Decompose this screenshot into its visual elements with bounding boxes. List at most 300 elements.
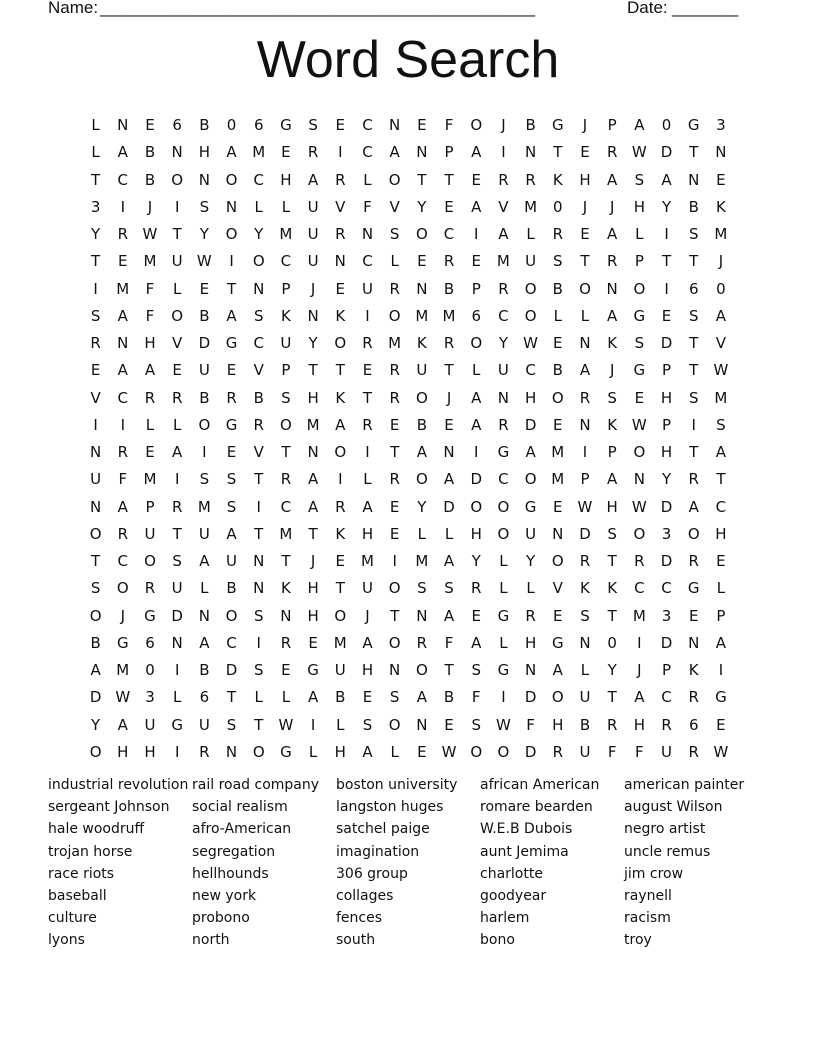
grid-letter: A: [471, 388, 482, 407]
grid-letter: M: [279, 524, 293, 543]
grid-letter: A: [117, 361, 128, 380]
word-list-item: industrial revolution: [48, 777, 189, 793]
grid-letter: T: [444, 361, 454, 380]
grid-letter: K: [335, 306, 346, 325]
grid-letter: M: [306, 415, 320, 434]
grid-letter: I: [338, 143, 343, 162]
word-list-item: collages: [336, 888, 394, 904]
grid-letter: 6: [688, 279, 699, 298]
word-list-item: afro-American: [192, 821, 292, 838]
grid-letter: A: [335, 415, 346, 434]
grid-letter: Y: [91, 715, 101, 734]
grid-letter: F: [363, 197, 372, 216]
grid-letter: G: [633, 306, 646, 325]
grid-letter: B: [525, 116, 536, 134]
grid-letter: C: [117, 170, 129, 189]
grid-letter: 3: [145, 688, 155, 707]
grid-letter: H: [524, 388, 537, 407]
grid-letter: H: [280, 170, 292, 189]
grid-letter: A: [443, 552, 455, 570]
grid-letter: O: [225, 225, 238, 243]
grid-letter: O: [171, 170, 184, 189]
grid-letter: S: [281, 388, 291, 407]
grid-letter: Y: [471, 552, 481, 570]
grid-letter: L: [499, 552, 508, 570]
grid-letter: O: [252, 252, 265, 271]
grid-letter: A: [226, 306, 237, 325]
grid-letter: R: [117, 225, 128, 243]
grid-letter: L: [417, 524, 427, 543]
grid-letter: M: [333, 633, 347, 652]
grid-letter: I: [310, 715, 316, 734]
grid-letter: D: [660, 497, 673, 516]
grid-letter: U: [226, 552, 238, 570]
grid-letter: O: [334, 334, 347, 352]
grid-letter: 3: [661, 606, 672, 625]
word-list-item: south: [336, 932, 376, 949]
grid-letter: A: [416, 688, 427, 707]
grid-letter: B: [253, 388, 264, 407]
grid-letter: N: [225, 197, 238, 216]
grid-letter: H: [361, 661, 374, 679]
grid-letter: A: [144, 361, 156, 380]
grid-letter: R: [335, 170, 346, 189]
grid-letter: J: [310, 552, 316, 570]
grid-letter: D: [524, 742, 537, 761]
word-list-item: aunt Jemima: [480, 843, 569, 860]
grid-letter: L: [526, 225, 535, 243]
grid-letter: R: [144, 388, 156, 407]
grid-letter: O: [470, 497, 483, 516]
grid-letter: R: [416, 633, 428, 652]
grid-letter: U: [416, 361, 428, 380]
grid-letter: J: [609, 361, 615, 380]
grid-letter: C: [498, 306, 509, 325]
grid-letter: Y: [91, 225, 101, 243]
grid-letter: Y: [661, 470, 672, 489]
grid-letter: F: [118, 470, 128, 489]
grid-letter: E: [335, 279, 346, 298]
grid-letter: U: [171, 252, 183, 271]
grid-letter: P: [145, 497, 155, 516]
grid-letter: O: [171, 306, 184, 325]
grid-letter: A: [471, 415, 482, 434]
grid-letter: L: [363, 170, 372, 189]
grid-letter: B: [90, 633, 101, 652]
grid-letter: O: [89, 524, 102, 543]
grid-letter: W: [196, 252, 212, 271]
grid-letter: L: [254, 197, 263, 216]
grid-letter: I: [174, 197, 180, 216]
header: [48, 0, 748, 20]
grid-letter: T: [254, 524, 264, 543]
grid-letter: N: [579, 415, 591, 434]
grid-letter: R: [389, 361, 400, 380]
grid-letter: A: [117, 306, 128, 325]
grid-letter: H: [633, 197, 645, 216]
grid-letter: T: [607, 552, 617, 570]
word-list-item: bono: [480, 932, 515, 949]
grid-letter: N: [253, 579, 265, 598]
grid-letter: C: [362, 116, 373, 134]
grid-letter: T: [716, 470, 726, 489]
grid-letter: E: [281, 143, 291, 162]
grid-letter: C: [253, 170, 264, 189]
word-list-item: charlotte: [480, 865, 543, 882]
grid-letter: I: [637, 633, 642, 652]
grid-letter: M: [360, 552, 374, 570]
grid-letter: T: [172, 524, 182, 543]
grid-letter: D: [89, 688, 102, 707]
grid-letter: E: [580, 143, 590, 162]
grid-letter: A: [607, 470, 618, 489]
grid-letter: P: [281, 279, 291, 298]
grid-letter: I: [691, 415, 696, 434]
grid-letter: U: [198, 361, 210, 380]
grid-letter: U: [144, 524, 156, 543]
grid-letter: O: [633, 443, 646, 461]
grid-letter: T: [417, 170, 427, 189]
grid-letter: O: [415, 661, 428, 679]
grid-letter: E: [553, 606, 563, 625]
grid-letter: S: [607, 524, 617, 543]
grid-letter: N: [89, 497, 102, 516]
grid-letter: H: [144, 742, 156, 761]
grid-letter: O: [415, 470, 428, 489]
grid-row: [82, 657, 735, 684]
grid-letter: A: [443, 606, 455, 625]
grid-letter: I: [174, 742, 180, 761]
word-list-item: culture: [48, 910, 97, 927]
grid-letter: S: [580, 606, 590, 625]
word-list-item: racism: [624, 910, 671, 927]
grid-letter: B: [144, 143, 156, 162]
grid-letter: T: [362, 388, 373, 407]
grid-letter: A: [579, 361, 591, 380]
grid-letter: M: [524, 197, 538, 216]
grid-letter: C: [634, 579, 645, 598]
grid-letter: U: [661, 742, 673, 761]
grid-letter: M: [442, 306, 456, 325]
grid-letter: L: [499, 633, 508, 652]
grid-letter: G: [687, 116, 700, 134]
grid-letter: N: [171, 143, 183, 162]
grid-letter: H: [552, 715, 564, 734]
grid-letter: K: [688, 661, 699, 679]
grid-letter: S: [716, 415, 726, 434]
grid-letter: 0: [607, 633, 617, 652]
grid-letter: O: [551, 688, 564, 707]
grid-letter: I: [229, 252, 234, 271]
grid-letter: P: [607, 116, 617, 134]
grid-letter: C: [498, 470, 509, 489]
grid-letter: T: [308, 361, 318, 380]
grid-letter: A: [172, 443, 183, 461]
grid-letter: K: [280, 306, 291, 325]
grid-letter: B: [443, 688, 455, 707]
grid-letter: H: [715, 524, 727, 543]
grid-letter: O: [280, 415, 292, 434]
grid-letter: E: [716, 170, 726, 189]
grid-letter: I: [474, 443, 479, 461]
grid-letter: I: [93, 279, 98, 298]
grid-letter: B: [144, 170, 156, 189]
grid-letter: U: [144, 715, 156, 734]
grid-letter: M: [252, 143, 266, 162]
grid-letter: A: [226, 143, 237, 162]
grid-letter: B: [579, 715, 591, 734]
grid-letter: R: [688, 688, 699, 707]
grid-letter: T: [335, 361, 345, 380]
grid-letter: N: [579, 633, 591, 652]
grid-letter: N: [307, 443, 319, 461]
grid-letter: J: [120, 606, 125, 625]
word-list-item: boston university: [336, 777, 458, 793]
grid-letter: S: [389, 688, 400, 707]
grid-letter: U: [307, 197, 319, 216]
grid-letter: 0: [661, 116, 672, 134]
grid-letter: L: [200, 579, 209, 598]
grid-letter: R: [226, 388, 237, 407]
grid-letter: S: [226, 470, 237, 489]
grid-letter: R: [90, 334, 101, 352]
grid-letter: R: [362, 334, 373, 352]
grid-letter: C: [525, 361, 536, 380]
grid-letter: T: [226, 688, 237, 707]
grid-letter: 3: [90, 197, 101, 216]
grid-letter: O: [144, 552, 156, 570]
grid-letter: E: [553, 334, 563, 352]
word-list-item: 306 group: [336, 865, 408, 882]
grid-letter: A: [117, 143, 128, 162]
grid-letter: P: [662, 361, 672, 380]
grid-letter: 3: [661, 524, 672, 543]
grid-letter: O: [388, 306, 401, 325]
grid-row: [82, 712, 735, 739]
grid-letter: K: [335, 524, 346, 543]
grid-letter: M: [279, 225, 293, 243]
grid-letter: S: [634, 334, 645, 352]
grid-letter: A: [226, 524, 237, 543]
grid-letter: N: [253, 279, 265, 298]
grid-letter: G: [633, 361, 646, 380]
name-blank: ______________________________________________: [100, 0, 535, 17]
grid-letter: A: [416, 443, 427, 461]
grid-letter: N: [253, 552, 265, 570]
grid-letter: B: [552, 279, 563, 298]
grid-letter: A: [715, 306, 727, 325]
grid-row: [82, 385, 735, 412]
grid-letter: N: [389, 661, 401, 679]
grid-letter: O: [89, 742, 102, 761]
grid-letter: I: [120, 415, 125, 434]
grid-letter: G: [497, 443, 510, 461]
grid-letter: 0: [553, 197, 563, 216]
grid-letter: Y: [308, 334, 318, 352]
grid-letter: M: [388, 334, 402, 352]
grid-letter: L: [145, 415, 155, 434]
grid-letter: A: [307, 470, 319, 489]
grid-letter: O: [497, 524, 510, 543]
grid-letter: G: [497, 606, 510, 625]
word-list-item: uncle remus: [624, 843, 711, 860]
grid-letter: F: [145, 279, 155, 298]
grid-letter: G: [171, 715, 183, 734]
grid-letter: L: [499, 579, 508, 598]
grid-letter: U: [307, 225, 319, 243]
word-list-item: august Wilson: [624, 799, 723, 816]
grid-letter: L: [172, 415, 182, 434]
grid-letter: T: [607, 606, 617, 625]
grid-letter: N: [225, 742, 238, 761]
grid-letter: H: [334, 742, 346, 761]
grid-letter: O: [89, 606, 102, 625]
grid-letter: U: [307, 252, 319, 271]
grid-letter: R: [199, 742, 210, 761]
grid-letter: R: [335, 225, 346, 243]
grid-letter: E: [90, 361, 101, 380]
grid-letter: S: [199, 197, 210, 216]
grid-letter: C: [117, 388, 129, 407]
grid-letter: E: [471, 170, 481, 189]
grid-letter: H: [606, 497, 618, 516]
word-list-item: imagination: [336, 843, 420, 860]
grid-letter: S: [688, 306, 699, 325]
grid-letter: 6: [199, 688, 210, 707]
grid-letter: R: [389, 470, 400, 489]
word-list-item: social realism: [192, 799, 288, 816]
grid-letter: B: [199, 306, 210, 325]
grid-letter: W: [631, 415, 647, 434]
grid-letter: A: [471, 633, 482, 652]
grid-letter: V: [253, 443, 264, 461]
grid-letter: A: [634, 116, 645, 134]
grid-letter: R: [606, 715, 618, 734]
grid-letter: G: [144, 606, 156, 625]
grid-letter: S: [471, 661, 481, 679]
grid-letter: O: [470, 334, 483, 352]
grid-letter: O: [551, 552, 564, 570]
grid-letter: R: [117, 524, 128, 543]
grid-letter: 6: [253, 116, 264, 134]
grid-letter: I: [664, 279, 669, 298]
grid-letter: L: [390, 742, 399, 761]
grid-row: [82, 330, 735, 357]
grid-letter: U: [198, 524, 210, 543]
grid-letter: M: [632, 606, 646, 625]
grid-letter: J: [365, 606, 370, 625]
grid-letter: C: [362, 143, 373, 162]
grid-letter: E: [389, 415, 400, 434]
grid-letter: G: [551, 633, 564, 652]
grid-letter: U: [361, 579, 373, 598]
grid-row: [82, 112, 735, 139]
grid-letter: 6: [172, 116, 182, 134]
grid-letter: E: [553, 497, 563, 516]
grid-letter: U: [579, 742, 591, 761]
grid-letter: J: [582, 197, 588, 216]
grid-letter: T: [689, 443, 699, 461]
grid-letter: C: [661, 688, 672, 707]
grid-letter: A: [525, 443, 536, 461]
grid-letter: K: [715, 197, 726, 216]
grid-letter: T: [553, 143, 563, 162]
grid-letter: N: [389, 116, 401, 134]
grid-letter: T: [91, 252, 101, 271]
grid-letter: Y: [254, 225, 264, 243]
grid-letter: O: [388, 579, 401, 598]
grid-letter: S: [417, 579, 427, 598]
grid-row: [82, 194, 735, 221]
grid-letter: 6: [471, 306, 481, 325]
grid-letter: G: [225, 415, 238, 434]
word-list-item: new york: [192, 888, 257, 904]
word-list-item: hale woodruff: [48, 821, 145, 838]
grid-letter: A: [117, 497, 128, 516]
grid-letter: H: [470, 524, 482, 543]
grid-letter: E: [444, 415, 454, 434]
word-list-item: satchel paige: [336, 821, 430, 838]
grid-letter: O: [334, 606, 347, 625]
grid-letter: R: [117, 443, 128, 461]
grid-letter: I: [202, 443, 207, 461]
grid-letter: R: [171, 497, 183, 516]
grid-letter: R: [552, 225, 563, 243]
grid-letter: N: [497, 388, 510, 407]
grid-letter: A: [307, 497, 319, 516]
grid-letter: D: [660, 552, 673, 570]
grid-letter: T: [226, 279, 237, 298]
grid-letter: 6: [688, 715, 699, 734]
grid-letter: S: [471, 715, 481, 734]
grid-letter: E: [417, 252, 427, 271]
grid-letter: O: [524, 279, 537, 298]
grid-letter: N: [606, 279, 618, 298]
grid-letter: L: [390, 252, 399, 271]
grid-letter: A: [307, 688, 319, 707]
grid-letter: M: [143, 252, 157, 271]
word-list-item: rail road company: [192, 777, 320, 793]
grid-letter: N: [280, 606, 292, 625]
grid-letter: S: [90, 306, 101, 325]
grid-letter: R: [498, 415, 509, 434]
grid-letter: S: [553, 252, 563, 271]
grid-letter: D: [660, 143, 673, 162]
grid-letter: U: [90, 470, 102, 489]
grid-letter: H: [198, 143, 210, 162]
grid-letter: N: [416, 143, 428, 162]
grid-letter: E: [661, 306, 672, 325]
word-list-item: segregation: [192, 843, 276, 860]
grid-letter: R: [579, 388, 591, 407]
grid-row: [82, 303, 735, 330]
grid-letter: K: [335, 388, 346, 407]
grid-letter: M: [496, 252, 510, 271]
grid-letter: G: [307, 661, 319, 679]
grid-letter: P: [634, 252, 644, 271]
grid-letter: S: [226, 497, 237, 516]
grid-letter: H: [524, 633, 537, 652]
grid-letter: O: [198, 415, 211, 434]
grid-letter: L: [526, 579, 535, 598]
grid-letter: O: [687, 524, 700, 543]
grid-letter: L: [91, 143, 100, 162]
grid-letter: H: [361, 524, 374, 543]
grid-letter: E: [362, 361, 373, 380]
grid-letter: G: [116, 633, 129, 652]
grid-letter: T: [308, 524, 318, 543]
grid-letter: O: [470, 116, 483, 134]
